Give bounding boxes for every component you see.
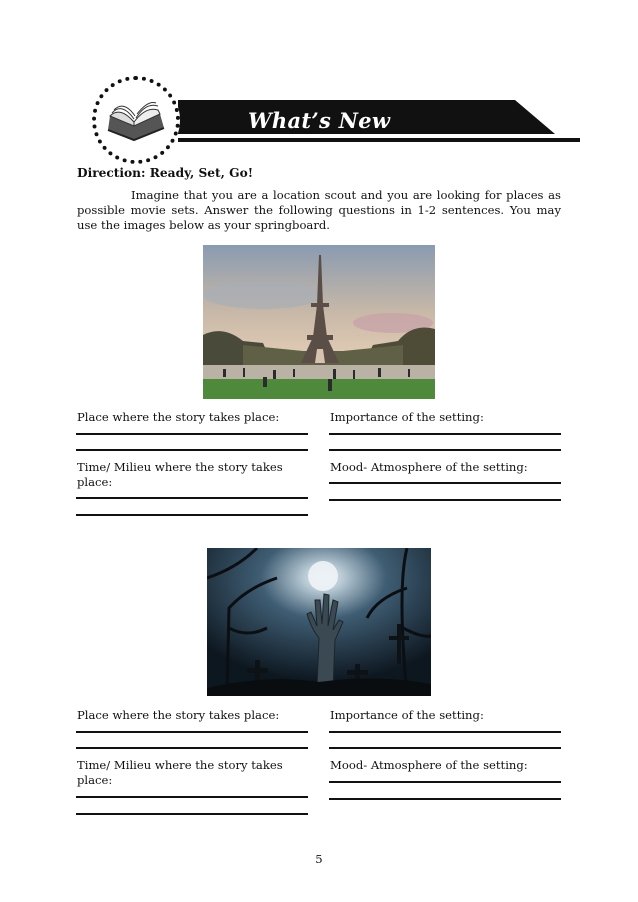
mood-answer-line[interactable] — [329, 781, 561, 783]
place-answer-line[interactable] — [76, 731, 308, 733]
mood-answer-line[interactable] — [329, 499, 561, 501]
place-answer-line[interactable] — [76, 433, 308, 435]
place-question-label: Place where the story takes place: — [77, 410, 280, 424]
mood-question-label: Mood- Atmosphere of the setting: — [330, 758, 528, 772]
importance-question-label: Importance of the setting: — [330, 410, 484, 424]
time-answer-line[interactable] — [76, 813, 308, 815]
time-question-label: Time/ Milieu where the story takes place: — [77, 758, 283, 787]
mood-answer-line[interactable] — [329, 798, 561, 800]
open-book-icon — [100, 100, 170, 144]
graveyard-zombie-hand-photo — [207, 548, 431, 696]
place-answer-line[interactable] — [76, 449, 308, 451]
importance-answer-line[interactable] — [329, 449, 561, 451]
time-answer-line[interactable] — [76, 497, 308, 499]
direction-heading: Direction: Ready, Set, Go! — [77, 166, 254, 180]
importance-answer-line[interactable] — [329, 731, 561, 733]
mood-question-label: Mood- Atmosphere of the setting: — [330, 460, 528, 474]
importance-answer-line[interactable] — [329, 433, 561, 435]
time-answer-line[interactable] — [76, 796, 308, 798]
eiffel-tower-photo — [203, 245, 435, 399]
place-answer-line[interactable] — [76, 747, 308, 749]
section-title: What’s New — [248, 108, 391, 133]
instructions-paragraph: Imagine that you are a location scout and you are looking for places as possible movie sets. Answer the following questions in 1-2 sentences. You may use the images below as your springboard. — [77, 188, 561, 232]
importance-answer-line[interactable] — [329, 747, 561, 749]
place-question-label: Place where the story takes place: — [77, 708, 280, 722]
whats-new-banner — [90, 72, 560, 162]
mood-answer-line[interactable] — [329, 482, 561, 484]
time-question-label: Time/ Milieu where the story takes place: — [77, 460, 283, 489]
importance-question-label: Importance of the setting: — [330, 708, 484, 722]
time-answer-line[interactable] — [76, 514, 308, 516]
page-number: 5 — [315, 852, 323, 866]
